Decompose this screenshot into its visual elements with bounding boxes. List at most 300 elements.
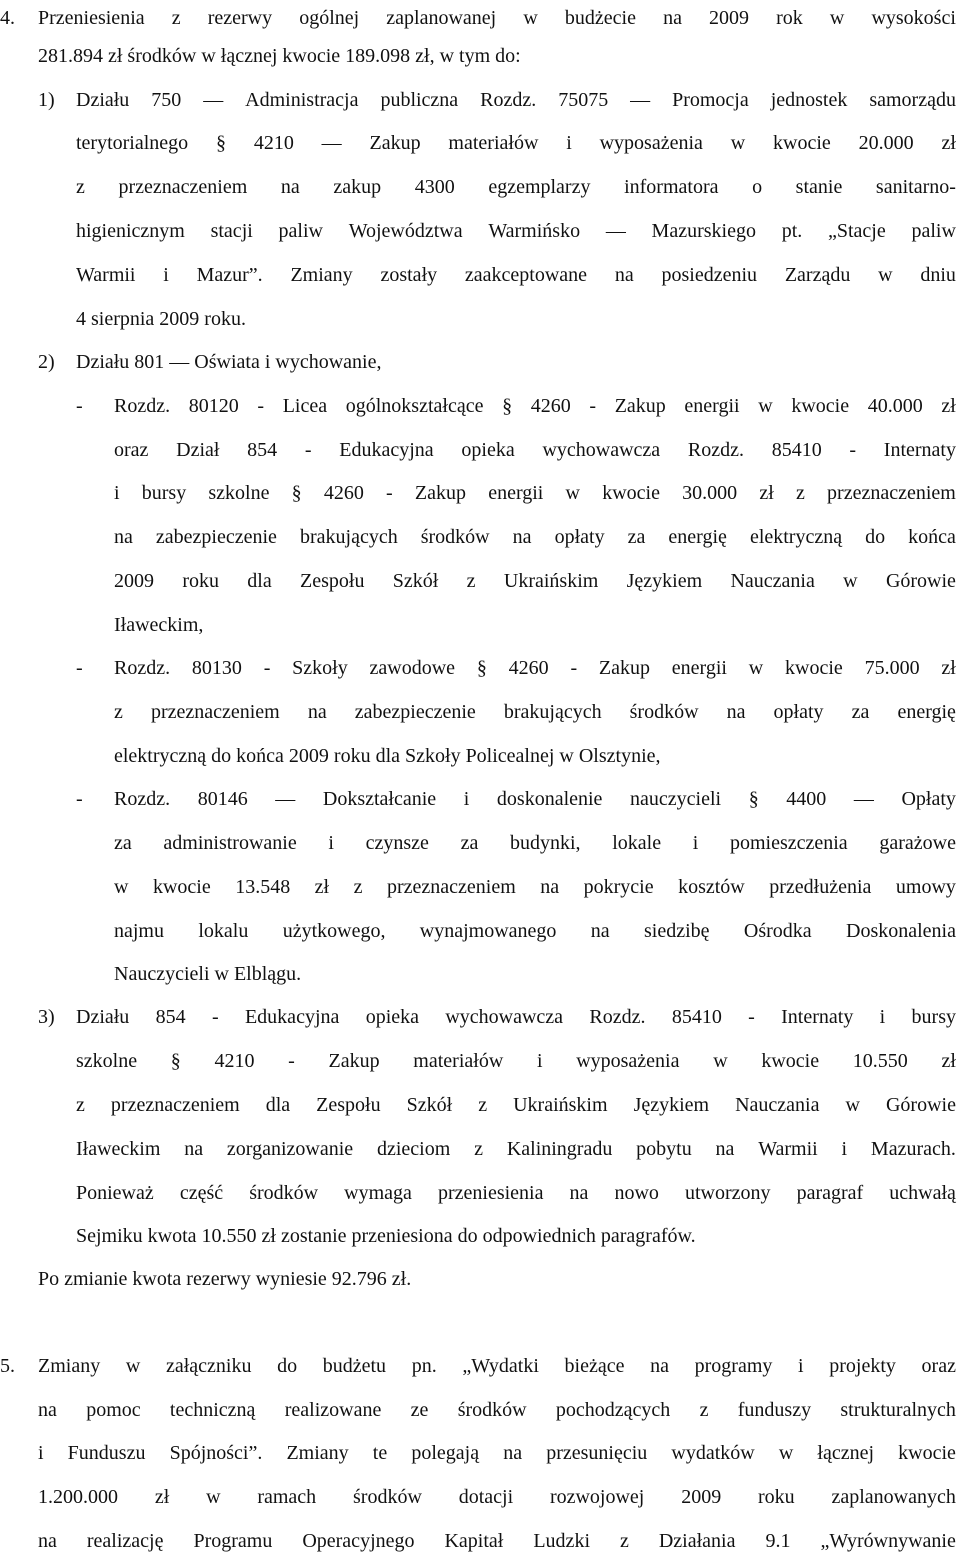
word: zaplanowanej xyxy=(386,7,497,29)
paragraph-line xyxy=(76,87,956,113)
word: budżecie xyxy=(564,7,636,29)
word: środków xyxy=(353,1486,422,1508)
word: - xyxy=(748,1006,755,1028)
word: z xyxy=(619,1530,629,1552)
word: dzieciom xyxy=(376,1138,451,1160)
word: Zakup xyxy=(598,657,650,679)
word: nauczycieli xyxy=(630,788,722,810)
paragraph-line: Sejmiku kwota 10.550 zł zostanie przeniesiona do odpowiednich paragrafów. xyxy=(76,1225,696,1247)
word: paragraf xyxy=(796,1182,864,1204)
word: rozwojowej xyxy=(549,1486,645,1508)
word: na xyxy=(540,876,560,898)
word: na xyxy=(614,264,634,286)
section-number: 4. xyxy=(0,7,15,29)
word: samorządu xyxy=(869,89,956,111)
word: za xyxy=(851,701,870,723)
word: z xyxy=(171,7,181,29)
word: wychowawcza xyxy=(445,1006,564,1028)
word: stacji xyxy=(210,220,253,242)
word: na xyxy=(280,176,300,198)
word: 4400 xyxy=(786,788,827,810)
word: i xyxy=(798,1355,804,1377)
word: w xyxy=(758,395,773,417)
word: Ukraińskim xyxy=(513,1094,608,1116)
word: ze xyxy=(410,1399,429,1421)
word: Internaty xyxy=(883,439,956,461)
word: - xyxy=(849,439,857,461)
paragraph-line xyxy=(38,1397,956,1423)
paragraph-line xyxy=(76,174,956,200)
word: dotacji xyxy=(458,1486,514,1508)
word: Warmii xyxy=(76,264,136,286)
word: opłaty xyxy=(554,526,605,548)
paragraph-line xyxy=(114,393,956,419)
word: § xyxy=(748,788,759,810)
word: Nauczania xyxy=(735,1094,820,1116)
word: - xyxy=(257,395,265,417)
closing-sentence: Po zmianie kwota rezerwy wyniesie 92.796 zł. xyxy=(38,1268,412,1290)
word: Górowie xyxy=(885,1094,956,1116)
list-marker: 2) xyxy=(38,351,55,373)
word: i xyxy=(38,1442,44,1464)
word: energii xyxy=(684,395,740,417)
word: § xyxy=(291,482,302,504)
word: 4300 xyxy=(414,176,455,198)
word: Rozdz. xyxy=(480,89,537,111)
word: 854 xyxy=(247,439,278,461)
word: zaakceptowane xyxy=(464,264,588,286)
word: „Wyrównywanie xyxy=(820,1530,956,1552)
word: Kaliningradu xyxy=(506,1138,613,1160)
word: w xyxy=(713,1050,728,1072)
word: z xyxy=(795,482,805,504)
word: „Wydatki xyxy=(462,1355,539,1377)
word: posiedzeniu xyxy=(661,264,758,286)
word: Górowie xyxy=(885,570,956,592)
word: na xyxy=(307,701,327,723)
word: administrowanie xyxy=(163,832,297,854)
paragraph-line: Iławeckim, xyxy=(114,614,204,636)
word: Funduszu xyxy=(67,1442,146,1464)
word: w xyxy=(829,7,845,29)
word: — xyxy=(275,788,296,810)
word: przedłużenia xyxy=(769,876,872,898)
paragraph-line xyxy=(76,1180,956,1206)
word: i xyxy=(163,264,169,286)
word: 2009 xyxy=(681,1486,722,1508)
word: i xyxy=(463,788,470,810)
word: z xyxy=(353,876,363,898)
word: opłaty xyxy=(773,701,824,723)
word: Internaty xyxy=(781,1006,854,1028)
word: Szkoły xyxy=(292,657,348,679)
word: środków xyxy=(629,701,699,723)
word: budynki, xyxy=(509,832,581,854)
word: Spójności”. xyxy=(169,1442,263,1464)
paragraph-line xyxy=(38,1528,956,1554)
word: z xyxy=(466,570,476,592)
word: szkolne xyxy=(208,482,270,504)
word: 40.000 xyxy=(867,395,923,417)
word: przeznaczeniem xyxy=(386,876,516,898)
word: zł xyxy=(941,657,956,679)
word: 30.000 xyxy=(682,482,738,504)
word: brakujących xyxy=(503,701,602,723)
word: wymaga xyxy=(344,1182,412,1204)
word: w xyxy=(843,570,858,592)
word: 85410 xyxy=(771,439,822,461)
word: Przeniesienia xyxy=(38,7,145,29)
word: Ukraińskim xyxy=(503,570,599,592)
word: kwocie xyxy=(785,657,843,679)
word: 4260 xyxy=(323,482,364,504)
word: Szkół xyxy=(406,1094,453,1116)
paragraph-line xyxy=(76,1004,956,1030)
word: informatora xyxy=(624,176,719,198)
word: na xyxy=(715,1138,735,1160)
word: Działu xyxy=(76,89,130,111)
word: w xyxy=(845,1094,860,1116)
word: środków xyxy=(457,1399,527,1421)
word: doskonalenie xyxy=(496,788,603,810)
word: 85410 xyxy=(671,1006,722,1028)
word: § xyxy=(476,657,487,679)
word: Zakup xyxy=(414,482,466,504)
word: stanie xyxy=(795,176,843,198)
word: w xyxy=(125,1355,141,1377)
word: Rozdz. xyxy=(687,439,744,461)
word: łącznej xyxy=(817,1442,875,1464)
word: projekty xyxy=(829,1355,896,1377)
word: egzemplarzy xyxy=(488,176,591,198)
list-heading: Działu 801 — Oświata i wychowanie, xyxy=(76,351,382,373)
word: Ponieważ xyxy=(76,1182,154,1204)
word: materiałów xyxy=(413,1050,504,1072)
word: Mazurskiego xyxy=(651,220,756,242)
word: 80130 xyxy=(191,657,242,679)
word: zaplanowanych xyxy=(831,1486,956,1508)
word: Rozdz. xyxy=(114,788,171,810)
word: część xyxy=(179,1182,224,1204)
word: uchwałą xyxy=(889,1182,956,1204)
word: dla xyxy=(247,570,272,592)
word: w xyxy=(748,657,764,679)
word: Mazur”. xyxy=(196,264,263,286)
word: pokrycie xyxy=(583,876,654,898)
word: — xyxy=(630,89,651,111)
word: roku xyxy=(182,570,219,592)
word: Działania xyxy=(658,1530,736,1552)
word: pt. xyxy=(781,220,803,242)
word: siedzibę xyxy=(644,920,710,942)
paragraph-line xyxy=(38,1353,956,1379)
word: pomoc xyxy=(86,1399,141,1421)
word: wysokości xyxy=(871,7,956,29)
word: rezerwy xyxy=(207,7,273,29)
word: zł xyxy=(759,482,774,504)
word: - xyxy=(263,657,271,679)
word: 10.550 xyxy=(852,1050,908,1072)
word: — xyxy=(853,788,874,810)
word: realizację xyxy=(86,1530,164,1552)
word: i xyxy=(328,832,334,854)
paragraph-line xyxy=(114,480,956,506)
word: energii xyxy=(488,482,544,504)
word: zł xyxy=(154,1486,170,1508)
word: techniczną xyxy=(169,1399,256,1421)
word: wynajmowanego xyxy=(419,920,557,942)
word: Rozdz. xyxy=(114,395,171,417)
word: Zmiany xyxy=(290,264,353,286)
word: Operacyjnego xyxy=(302,1530,415,1552)
word: i xyxy=(841,1138,848,1160)
word: Doskonalenia xyxy=(846,920,956,942)
word: kwocie xyxy=(602,482,660,504)
word: na xyxy=(503,1442,523,1464)
word: za xyxy=(627,526,646,548)
section-number: 5. xyxy=(0,1355,15,1377)
word: 4260 xyxy=(508,657,549,679)
word: Ludzki xyxy=(533,1530,590,1552)
word: — xyxy=(203,89,224,111)
paragraph-line xyxy=(76,130,956,156)
paragraph-line xyxy=(114,830,956,856)
word: i xyxy=(536,1050,543,1072)
word: Administracja xyxy=(245,89,359,111)
word: pn. xyxy=(411,1355,437,1377)
word: Dział xyxy=(176,439,220,461)
word: Zmiany xyxy=(286,1442,349,1464)
word: Rozdz. xyxy=(114,657,171,679)
word: kwocie xyxy=(898,1442,956,1464)
word: pochodzących xyxy=(555,1399,671,1421)
word: najmu xyxy=(114,920,164,942)
word: § xyxy=(502,395,513,417)
word: zł xyxy=(314,876,330,898)
word: higienicznym xyxy=(76,220,185,242)
word: 2009 xyxy=(709,7,750,29)
paragraph-line: 281.894 zł środków w łącznej kwocie 189.098 zł, w tym do: xyxy=(38,45,521,67)
word: Zmiany xyxy=(38,1355,101,1377)
word: Szkół xyxy=(392,570,439,592)
word: Zespołu xyxy=(316,1094,381,1116)
word: 1.200.000 xyxy=(38,1486,118,1508)
word: wyposażenia xyxy=(576,1050,680,1072)
word: „Stacje xyxy=(828,220,886,242)
word: Działu xyxy=(76,1006,130,1028)
paragraph-line xyxy=(38,1440,956,1466)
word: Kapitał xyxy=(444,1530,504,1552)
word: kwocie xyxy=(761,1050,820,1072)
word: do xyxy=(865,526,886,548)
word: Dokształcanie xyxy=(322,788,437,810)
list-marker: 3) xyxy=(38,1006,55,1028)
word: Województwa xyxy=(348,220,463,242)
word: - xyxy=(211,1006,219,1028)
paragraph-line xyxy=(76,262,956,288)
word: oraz xyxy=(114,439,149,461)
word: roku xyxy=(758,1486,795,1508)
word: energię xyxy=(668,526,727,548)
word: - xyxy=(304,439,312,461)
word: pobytu xyxy=(636,1138,692,1160)
word: zł xyxy=(941,1050,956,1072)
word: materiałów xyxy=(448,132,539,154)
word: z xyxy=(76,1094,85,1116)
word: Zakup xyxy=(369,132,421,154)
word: rok xyxy=(776,7,803,29)
word: i xyxy=(879,1006,886,1028)
word: lokalu xyxy=(198,920,249,942)
word: w xyxy=(206,1486,221,1508)
word: — xyxy=(321,132,342,154)
word: za xyxy=(460,832,479,854)
word: utworzony xyxy=(685,1182,771,1204)
word: na xyxy=(38,1399,57,1421)
word: zawodowe xyxy=(369,657,456,679)
word: paliw xyxy=(911,220,956,242)
word: w xyxy=(778,1442,794,1464)
paragraph-line: 4 sierpnia 2009 roku. xyxy=(76,308,246,330)
word: o xyxy=(752,176,763,198)
word: środków xyxy=(420,526,490,548)
bullet-dash: - xyxy=(76,395,83,417)
word: opieka xyxy=(461,439,515,461)
paragraph-line xyxy=(114,786,956,812)
word: terytorialnego xyxy=(76,132,189,154)
word: Zakup xyxy=(614,395,666,417)
word: Programu xyxy=(193,1530,273,1552)
word: ogólnokształcące xyxy=(345,395,484,417)
word: przeznaczeniem xyxy=(110,1094,240,1116)
word: opieka xyxy=(365,1006,420,1028)
word: środków xyxy=(249,1182,319,1204)
word: na xyxy=(663,7,682,29)
word: przesunięciu xyxy=(546,1442,648,1464)
word: lokale xyxy=(612,832,662,854)
word: Licea xyxy=(282,395,328,417)
word: te xyxy=(372,1442,388,1464)
word: 75075 xyxy=(558,89,609,111)
word: z xyxy=(699,1399,709,1421)
word: końca xyxy=(908,526,956,548)
word: zabezpieczenie xyxy=(354,701,476,723)
word: bursy xyxy=(911,1006,956,1028)
word: jednostek xyxy=(770,89,848,111)
word: garażowe xyxy=(879,832,956,854)
word: programy xyxy=(694,1355,773,1377)
paragraph-line xyxy=(114,568,956,594)
paragraph-line xyxy=(114,874,956,900)
word: realizowane xyxy=(284,1399,382,1421)
word: w xyxy=(878,264,893,286)
word: publiczna xyxy=(380,89,459,111)
paragraph-line xyxy=(114,437,956,463)
word: przeniesienia xyxy=(437,1182,544,1204)
word: Ośrodka xyxy=(743,920,812,942)
bullet-dash: - xyxy=(76,657,83,679)
word: Rozdz. xyxy=(589,1006,646,1028)
word: na xyxy=(569,1182,589,1204)
word: Mazurach. xyxy=(870,1138,956,1160)
word: 4210 xyxy=(253,132,294,154)
word: ogólnej xyxy=(299,7,360,29)
word: Promocja xyxy=(672,89,749,111)
paragraph-line xyxy=(114,524,956,550)
paragraph-line xyxy=(114,699,956,725)
word: wychowawcza xyxy=(542,439,661,461)
word: zostały xyxy=(380,264,438,286)
word: § xyxy=(216,132,227,154)
word: Językiem xyxy=(633,1094,710,1116)
word: do xyxy=(277,1355,298,1377)
word: bieżące xyxy=(564,1355,625,1377)
word: 9.1 xyxy=(765,1530,791,1552)
bullet-dash: - xyxy=(76,788,83,810)
paragraph-line xyxy=(76,1092,956,1118)
word: dniu xyxy=(920,264,956,286)
word: w xyxy=(523,7,538,29)
word: Zespołu xyxy=(300,570,365,592)
word: na xyxy=(184,1138,204,1160)
word: na xyxy=(726,701,746,723)
word: z xyxy=(114,701,123,723)
word: załączniku xyxy=(165,1355,252,1377)
word: z xyxy=(474,1138,483,1160)
word: umowy xyxy=(895,876,956,898)
word: na xyxy=(650,1355,669,1377)
word: Zarządu xyxy=(784,264,851,286)
word: bursy xyxy=(141,482,187,504)
word: 854 xyxy=(155,1006,186,1028)
paragraph-line xyxy=(76,1136,956,1162)
word: zorganizowanie xyxy=(226,1138,354,1160)
word: Warmii xyxy=(758,1138,818,1160)
word: budżetu xyxy=(322,1355,387,1377)
paragraph-line xyxy=(76,1048,956,1074)
word: i xyxy=(692,832,699,854)
paragraph-line: Nauczycieli w Elblągu. xyxy=(114,963,302,985)
word: - xyxy=(570,657,578,679)
word: przeznaczeniem xyxy=(118,176,248,198)
word: na xyxy=(114,526,133,548)
word: funduszy xyxy=(737,1399,812,1421)
word: przeznaczeniem xyxy=(150,701,280,723)
word: z xyxy=(478,1094,488,1116)
word: nowo xyxy=(614,1182,659,1204)
paragraph-line xyxy=(38,1484,956,1510)
word: § xyxy=(170,1050,181,1072)
word: polegają xyxy=(411,1442,480,1464)
word: 4210 xyxy=(214,1050,255,1072)
word: energii xyxy=(671,657,727,679)
word: Opłaty xyxy=(901,788,956,810)
word: zł xyxy=(941,395,956,417)
word: kwocie xyxy=(791,395,850,417)
word: paliw xyxy=(278,220,323,242)
word: 20.000 xyxy=(858,132,914,154)
paragraph-line xyxy=(76,218,956,244)
word: - xyxy=(288,1050,295,1072)
list-marker: 1) xyxy=(38,89,55,111)
word: czynsze xyxy=(365,832,429,854)
word: przeznaczeniem xyxy=(827,482,956,504)
paragraph-line: elektryczną do końca 2009 roku dla Szkoły Policealnej w Olsztynie, xyxy=(114,745,661,767)
word: 80146 xyxy=(197,788,248,810)
word: zabezpieczenie xyxy=(155,526,277,548)
word: z xyxy=(76,176,85,198)
word: w xyxy=(565,482,580,504)
